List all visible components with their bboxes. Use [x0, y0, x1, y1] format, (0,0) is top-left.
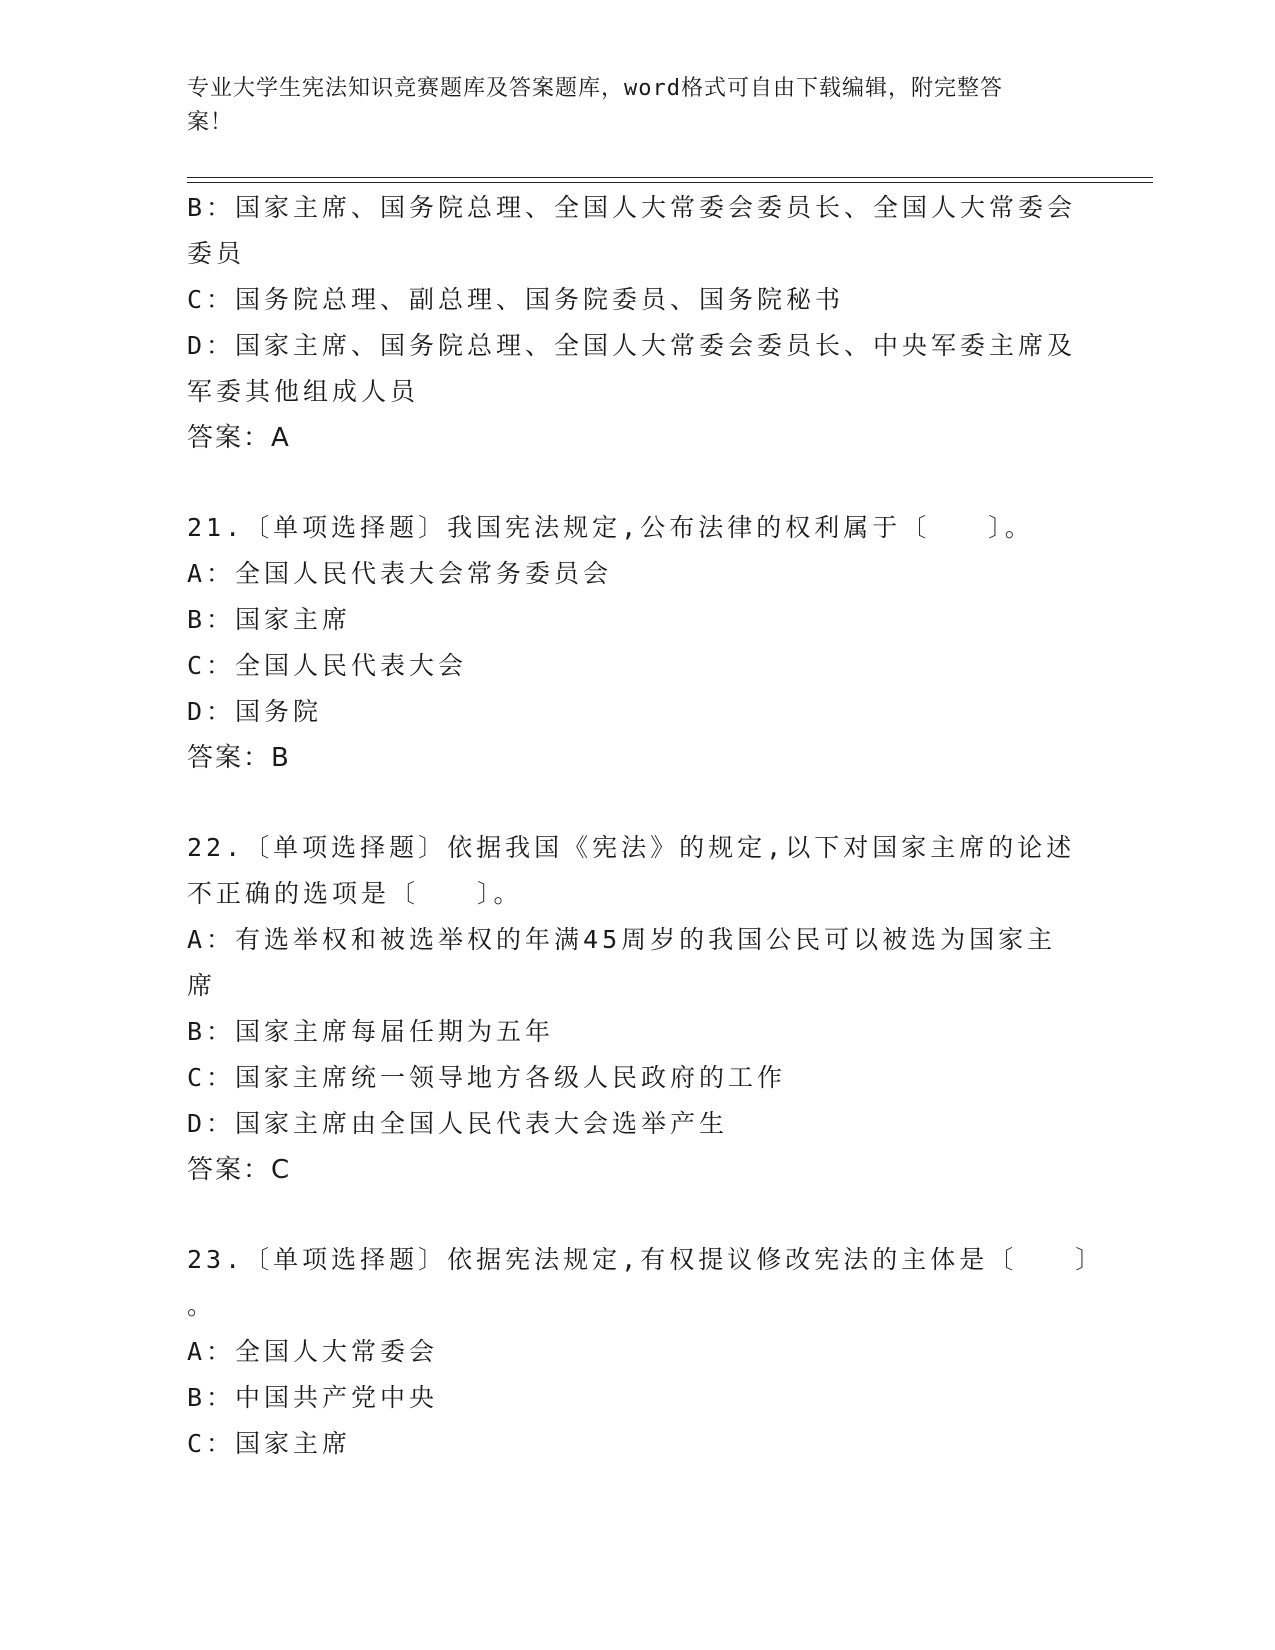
option-d-continued: 军委其他组成人员: [187, 377, 420, 406]
option-d: D：国务院: [187, 697, 323, 726]
option-a: A：全国人大常委会: [187, 1337, 439, 1366]
option-c: C：国务院总理、副总理、国务院委员、国务院秘书: [187, 285, 845, 314]
spacer: [187, 461, 1087, 505]
option-c: C：国家主席: [187, 1429, 352, 1458]
header-line: 专业大学生宪法知识竞赛题库及答案题库，word格式可自由下载编辑，附完整答: [187, 76, 1003, 101]
answer-label: 答案：A: [187, 423, 291, 453]
answer-label: 答案：C: [187, 1155, 292, 1185]
option-c: C：国家主席统一领导地方各级人民政府的工作: [187, 1063, 787, 1092]
option-c: C：全国人民代表大会: [187, 651, 468, 680]
question-text-continued: 。: [187, 1291, 217, 1320]
question-body: [187, 185, 1105, 1467]
header-divider: [187, 177, 1153, 178]
question-23: [187, 1237, 1105, 1467]
question-20-continued: [187, 185, 1087, 461]
question-21: [187, 505, 1087, 781]
option-b: B：中国共产党中央: [187, 1383, 439, 1412]
option-a: A：有选举权和被选举权的年满45周岁的我国公民可以被选为国家主: [187, 925, 1057, 954]
spacer: [187, 1193, 1087, 1237]
question-text-continued: 不正确的选项是〔 〕。: [187, 879, 523, 908]
question-text: 22.〔单项选择题〕依据我国《宪法》的规定,以下对国家主席的论述: [187, 833, 1076, 862]
question-text: 23.〔单项选择题〕依据宪法规定,有权提议修改宪法的主体是〔 〕: [187, 1245, 1105, 1274]
spacer: [187, 781, 1087, 825]
question-22: [187, 825, 1087, 1193]
option-d: D：国家主席由全国人民代表大会选举产生: [187, 1109, 729, 1138]
answer-label: 答案：B: [187, 743, 291, 773]
option-b: B：国家主席每届任期为五年: [187, 1017, 555, 1046]
option-d: D：国家主席、国务院总理、全国人大常委会委员长、中央军委主席及: [187, 331, 1077, 360]
option-b: B：国家主席、国务院总理、全国人大常委会委员长、全国人大常委会: [187, 193, 1077, 222]
header-divider: [187, 182, 1153, 183]
document-header: [187, 72, 1067, 140]
option-b: B：国家主席: [187, 605, 352, 634]
option-b-continued: 委员: [187, 239, 246, 268]
option-a: A：全国人民代表大会常务委员会: [187, 559, 613, 588]
header-line: 案！: [187, 110, 234, 135]
question-text: 21.〔单项选择题〕我国宪法规定,公布法律的权利属于〔 〕。: [187, 513, 1034, 542]
option-a-continued: 席: [187, 971, 217, 1000]
